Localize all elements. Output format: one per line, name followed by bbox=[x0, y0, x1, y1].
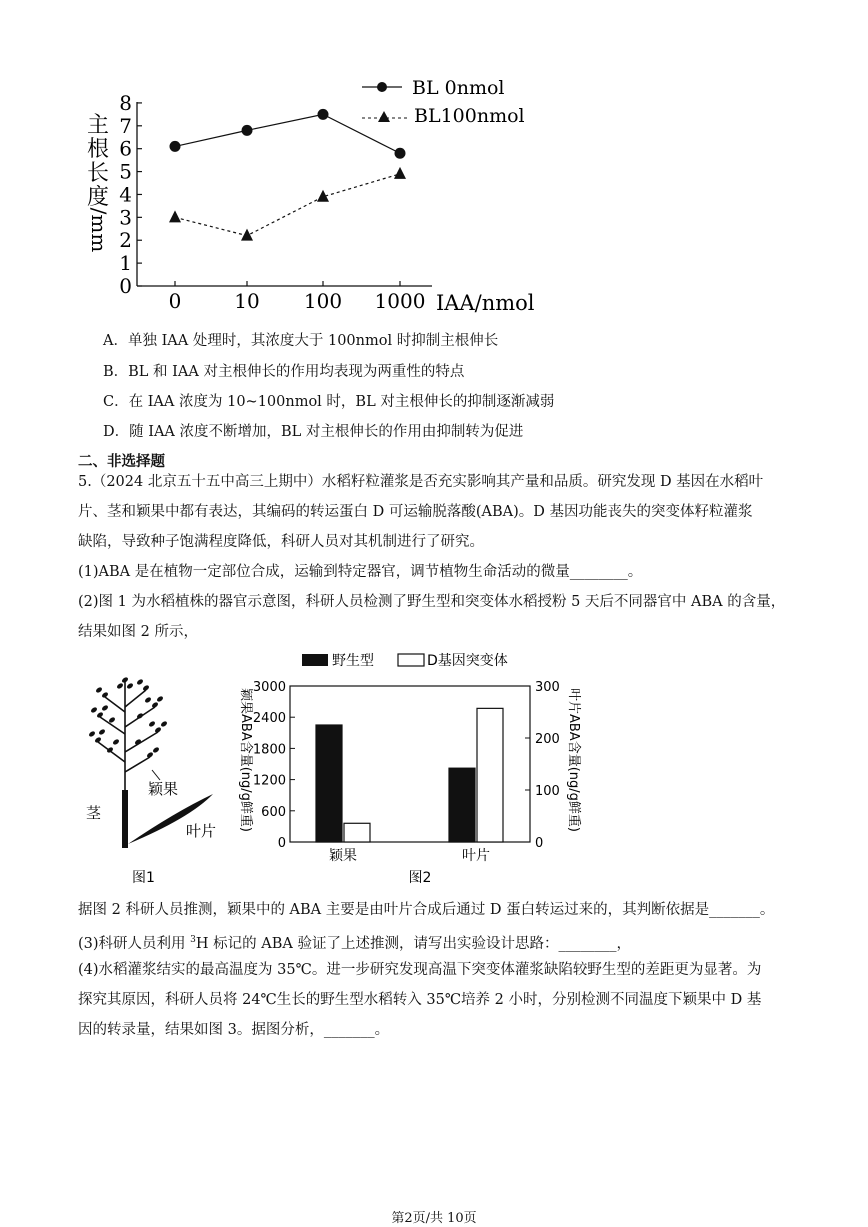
chart2-left-tick-label: 3000 bbox=[252, 680, 286, 695]
grain bbox=[152, 746, 160, 753]
chart1-ytick-label: 7 bbox=[119, 113, 132, 138]
chart2-right-tick-label: 0 bbox=[535, 836, 544, 851]
part3-sup: 3 bbox=[190, 935, 196, 945]
point-bl0 bbox=[170, 141, 181, 152]
grain bbox=[126, 682, 134, 689]
option-c: C．在 IAA 浓度为 10~100nmol 时，BL 对主根伸长的抑制逐渐减弱 bbox=[103, 394, 555, 410]
chart1-ylabel bbox=[87, 113, 111, 252]
point-bl100 bbox=[394, 167, 406, 179]
chart1-ytick-label: 3 bbox=[119, 205, 132, 230]
grain bbox=[160, 720, 168, 727]
grain bbox=[112, 738, 120, 745]
q5-part3 bbox=[78, 930, 631, 954]
rice-plant-figure bbox=[80, 672, 230, 892]
label-stem: 茎 bbox=[86, 804, 102, 822]
chart1-xtick-label: 10 bbox=[234, 289, 260, 313]
chart1-xlabel: IAA/nmol bbox=[436, 291, 535, 315]
chart1-xtick-label: 1000 bbox=[374, 289, 426, 313]
chart2-left-tick-label: 1800 bbox=[252, 742, 286, 758]
chart2-ylabel-right: 叶片ABA含量(ng/g鲜重) bbox=[566, 688, 581, 832]
grain bbox=[90, 706, 98, 713]
chart2-left-tick-label: 0 bbox=[277, 836, 286, 851]
point-bl100 bbox=[241, 229, 253, 241]
cat-leaf: 叶片 bbox=[462, 848, 490, 864]
label-grain: 颖果 bbox=[148, 780, 179, 798]
chart1-ylabel-c5: /mm bbox=[87, 207, 111, 253]
legend-wild: 野生型 bbox=[332, 653, 374, 669]
bar-mutant-grain bbox=[344, 823, 370, 842]
q5-part1: (1)ABA 是在植物一定部位合成，运输到特定器官，调节植物生命活动的微量________。 bbox=[78, 564, 643, 580]
label-leaf: 叶片 bbox=[186, 822, 217, 840]
chart1-ytick-label: 0 bbox=[119, 274, 132, 298]
chart1-ytick-label: 8 bbox=[119, 90, 132, 115]
grain bbox=[136, 678, 144, 685]
chart1-xtick-label: 100 bbox=[303, 289, 343, 313]
chart1-ytick-label: 5 bbox=[119, 159, 132, 184]
chart2-left-tick-label: 600 bbox=[261, 804, 286, 820]
legend-triangle-marker bbox=[378, 111, 390, 122]
bar-mutant-leaf bbox=[477, 708, 503, 842]
chart1-legend bbox=[362, 77, 525, 127]
point-bl0 bbox=[318, 109, 329, 120]
series-bl0-line bbox=[175, 114, 400, 153]
grain bbox=[156, 695, 164, 702]
chart1-ylabel-c4: 度 bbox=[86, 185, 110, 210]
q5-part2-line2: 结果如图 2 所示， bbox=[78, 624, 198, 640]
grain bbox=[88, 730, 96, 737]
option-d: D．随 IAA 浓度不断增加，BL 对主根伸长的作用由抑制转为促进 bbox=[103, 424, 524, 440]
chart1-ytick-label: 1 bbox=[119, 251, 132, 276]
q5-part4-line3: 因的转录量，结果如图 3。据图分析，_______。 bbox=[78, 1022, 390, 1038]
chart1-ytick-label: 2 bbox=[119, 228, 132, 253]
legend-bl0: BL 0nmol bbox=[412, 77, 505, 99]
bar-wild-grain bbox=[316, 725, 342, 842]
q5-line3: 缺陷，导致种子饱满程度降低，科研人员对其机制进行了研究。 bbox=[78, 534, 484, 550]
point-bl0 bbox=[395, 148, 406, 159]
q5-line2: 片、茎和颖果中都有表达，其编码的转运蛋白 D 可运输脱落酸(ABA)。D 基因功能丧失的突变体籽粒灌浆 bbox=[78, 504, 753, 520]
part3-post: H 标记的 ABA 验证了上述推测，请写出实验设计思路：________， bbox=[195, 935, 631, 952]
fig2-caption: 图2 bbox=[408, 870, 432, 886]
page-footer: 第2页/共 10页 bbox=[391, 1211, 477, 1226]
chart1-ytick-label: 6 bbox=[119, 136, 132, 161]
grain bbox=[144, 696, 152, 703]
point-bl0 bbox=[242, 125, 253, 136]
chart1-xtick-label: 0 bbox=[168, 289, 182, 313]
inference-line: 据图 2 科研人员推测，颖果中的 ABA 主要是由叶片合成后通过 D 蛋白转运过来的，其判断依据是_______。 bbox=[78, 902, 775, 918]
chart1-ylabel-c2: 根 bbox=[86, 137, 110, 162]
legend-mutant: D基因突变体 bbox=[427, 653, 508, 669]
option-a: A．单独 IAA 处理时，其浓度大于 100nmol 时抑制主根伸长 bbox=[103, 333, 499, 349]
aba-bar-chart bbox=[230, 648, 590, 888]
grain bbox=[95, 686, 103, 693]
grain bbox=[116, 682, 124, 689]
chart2-ylabel-left: 颖果ABA含量(ng/g鲜重) bbox=[238, 688, 253, 832]
part3-pre: (3)科研人员利用 bbox=[78, 935, 191, 952]
bar-wild-leaf bbox=[449, 768, 475, 842]
option-b: B．BL 和 IAA 对主根伸长的作用均表现为两重性的特点 bbox=[103, 364, 465, 380]
chart1-ylabel-c1: 主 bbox=[86, 113, 110, 138]
cat-grain: 颖果 bbox=[329, 848, 357, 864]
root-length-chart bbox=[80, 70, 550, 320]
chart1-ylabel-c3: 长 bbox=[86, 161, 110, 186]
fig1-caption: 图1 bbox=[132, 870, 155, 886]
series-bl100-line bbox=[175, 174, 400, 236]
point-bl100 bbox=[169, 210, 181, 222]
stem bbox=[122, 790, 128, 848]
q5-part4-line1: (4)水稻灌浆结实的最高温度为 35℃。进一步研究发现高温下突变体灌浆缺陷较野生型的差距更为显著。为 bbox=[78, 962, 762, 978]
chart2-left-tick-label: 2400 bbox=[252, 711, 286, 727]
chart2-right-tick-label: 200 bbox=[535, 732, 560, 747]
q5-part2-line1: (2)图 1 为水稻植株的器官示意图，科研人员检测了野生型和突变体水稻授粉 5 天后不同器官中 ABA 的含量， bbox=[78, 594, 786, 610]
chart2-right-tick-label: 300 bbox=[535, 680, 560, 695]
q5-part4-line2: 探究其原因，科研人员将 24℃生长的野生型水稻转入 35℃培养 2 小时，分别检测不同温度下颖果中 D 基 bbox=[78, 992, 762, 1008]
q5-line1: 5.（2024 北京五十五中高三上期中）水稻籽粒灌浆是否充实影响其产量和品质。研究发现 D 基因在水稻叶 bbox=[78, 474, 764, 490]
grain bbox=[148, 720, 156, 727]
section-title: 二、非选择题 bbox=[78, 453, 165, 470]
grain bbox=[101, 704, 109, 711]
grain bbox=[98, 728, 106, 735]
legend-circle-marker bbox=[377, 82, 387, 92]
chart2-legend bbox=[302, 652, 508, 669]
chart2-right-tick-label: 100 bbox=[535, 784, 560, 799]
chart1-ytick-label: 4 bbox=[119, 182, 132, 207]
legend-bl100: BL100nmol bbox=[414, 105, 525, 127]
chart2-left-tick-label: 1200 bbox=[252, 773, 286, 789]
